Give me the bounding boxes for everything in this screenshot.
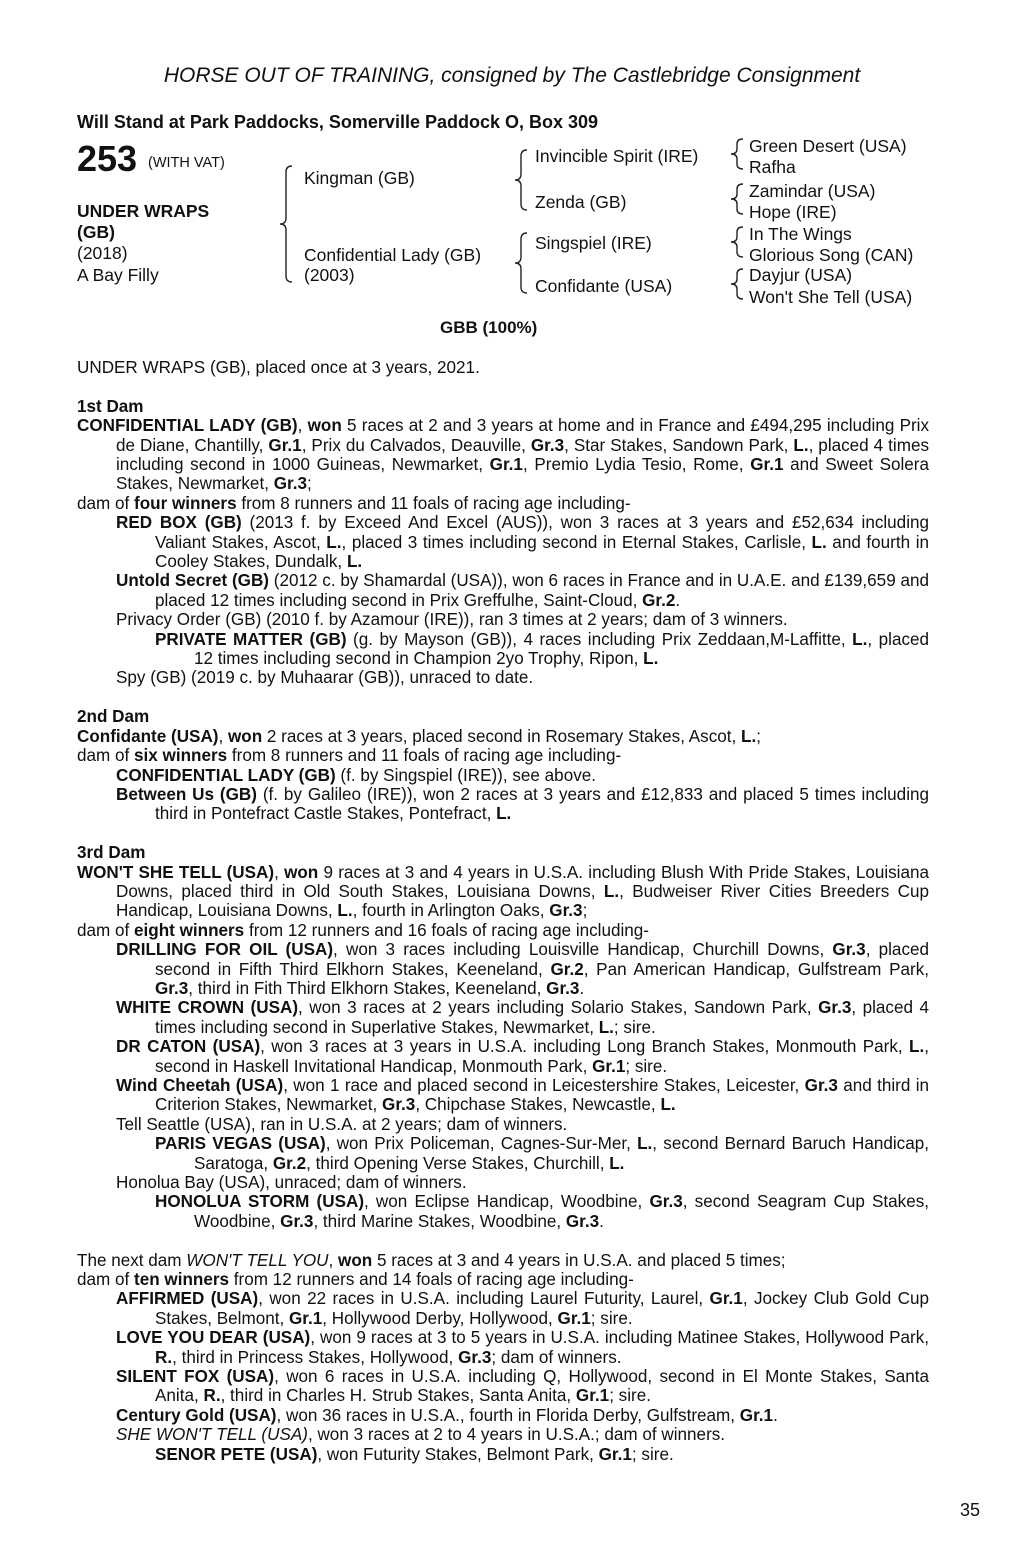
emphasis-text: Gr.3	[273, 474, 307, 494]
run-text: , won 3 races at 3 years in U.S.A. including Long Branch Stakes, Monmouth Park,	[260, 1037, 910, 1057]
run-text: , placed second in Fifth Third Elkhorn Stakes, Keeneland,	[155, 940, 929, 979]
dam1-produce-summary	[77, 494, 929, 513]
run-text: Tell Seattle (USA), ran in U.S.A. at 2 years; dam of winners.	[116, 1114, 568, 1134]
run-text: , won 22 races in U.S.A. including Laurel Futurity, Laurel,	[258, 1289, 710, 1309]
dam2-produce-summary	[77, 746, 929, 765]
emphasis-text: Gr.3	[804, 1075, 838, 1095]
dam1-heading: 1st Dam	[77, 396, 144, 416]
emphasis-text: Gr.1	[557, 1308, 591, 1328]
run-text: , won 9 races at 3 to 5 years in U.S.A. including Matinee Stakes, Hollywood Park,	[310, 1328, 929, 1348]
emphasis-text: L.	[609, 1153, 625, 1173]
emphasis-text: Century Gold (USA)	[116, 1405, 277, 1425]
bracket-dam	[515, 233, 527, 293]
emphasis-text: L.	[643, 649, 659, 669]
emphasis-text: PARIS VEGAS (USA)	[155, 1134, 326, 1154]
run-text: , won 6 races in U.S.A. including Q, Hollywood, second in El Monte Stakes, Santa Anita,	[155, 1367, 929, 1406]
emphasis-text: L.	[637, 1134, 653, 1154]
pedigree-sdd: Hope (IRE)	[749, 202, 837, 222]
horse-name: UNDER WRAPS	[77, 201, 210, 221]
emphasis-text: RED BOX (GB)	[116, 513, 242, 533]
emphasis-text: L.	[660, 1095, 676, 1115]
emphasis-text: L.	[337, 901, 353, 921]
pedigree-dds: Dayjur (USA)	[749, 265, 853, 285]
run-text: ; dam of winners.	[491, 1347, 622, 1367]
run-text: ,	[218, 726, 228, 746]
dam1-produce-item	[77, 668, 929, 687]
dam3-grandproduce-item	[77, 1192, 929, 1231]
emphasis-text: DR CATON (USA)	[116, 1037, 261, 1057]
emphasis-text: PRIVATE MATTER (GB)	[155, 629, 347, 649]
dam3-record	[77, 863, 929, 921]
run-text: from 8 runners and 11 foals of racing age including-	[227, 746, 622, 766]
run-text: , Pan American Handicap, Gulfstream Park,	[583, 959, 929, 979]
dam3-produce-item	[77, 1173, 929, 1192]
run-text: , won 1 race and placed second in Leicestershire Stakes, Leicester,	[283, 1075, 805, 1095]
run-text: , third in Princess Stakes, Hollywood,	[172, 1347, 459, 1367]
emphasis-text: Gr.3	[155, 978, 189, 998]
run-text: , placed 4 times including second in 1000 Guineas, Newmarket,	[116, 435, 929, 475]
run-text: ,	[297, 416, 308, 436]
emphasis-text: L.	[852, 629, 868, 649]
run-text: , Prix du Calvados, Deauville,	[301, 435, 531, 455]
run-text: 5 races at 3 and 4 years in U.S.A. and placed 5 times;	[372, 1250, 786, 1270]
pedigree-sire-sire: Invincible Spirit (IRE)	[535, 146, 699, 166]
run-text: , Budweiser River Cities Breeders Cup Handicap, Louisiana Downs,	[116, 881, 929, 921]
emphasis-text: Gr.3	[818, 998, 852, 1018]
emphasis-text: eight winners	[134, 920, 245, 940]
emphasis-text: Gr.3	[530, 435, 565, 455]
run-text: ,	[328, 1250, 339, 1270]
run-text: , second Bernard Baruch Handicap, Saratoga,	[194, 1134, 929, 1173]
run-text: (g. by Mayson (GB)), 4 races including Prix Zeddaan,M-Laffitte,	[346, 629, 853, 649]
emphasis-text: L.	[496, 804, 512, 824]
run-text: and fourth in Cooley Stakes, Dundalk,	[155, 532, 929, 572]
run-text: ; sire.	[631, 1444, 674, 1464]
emphasis-text: Gr.3	[549, 901, 583, 921]
dam1-produce-item	[77, 571, 929, 610]
run-text: dam of	[77, 746, 135, 766]
emphasis-text: CONFIDENTIAL LADY (GB)	[116, 765, 336, 785]
emphasis-text: L.	[346, 552, 363, 572]
dam3-produce-item	[77, 1076, 929, 1115]
run-text: ; sire.	[613, 1017, 656, 1037]
emphasis-text: Gr.2	[642, 590, 676, 610]
run-text: , third in Fith Third Elkhorn Stakes, Keeneland,	[188, 978, 547, 998]
emphasis-text: DRILLING FOR OIL (USA)	[116, 940, 334, 960]
emphasis-text: WHITE CROWN (USA)	[116, 998, 299, 1018]
emphasis-text: Untold Secret (GB)	[116, 571, 269, 591]
emphasis-text: Gr.1	[575, 1386, 610, 1406]
emphasis-text: L.	[741, 726, 757, 746]
stand-location: Will Stand at Park Paddocks, Somerville Paddock O, Box 309	[77, 112, 599, 132]
pedigree-dam-sire: Singspiel (IRE)	[535, 233, 652, 253]
dam2-produce-item	[77, 766, 929, 785]
emphasis-text: won	[307, 416, 342, 436]
run-text: ,	[274, 862, 285, 882]
dam3-produce-item	[77, 940, 929, 998]
run-text: from 8 runners and 11 foals of racing age including-	[236, 493, 631, 513]
emphasis-text: HONOLUA STORM (USA)	[155, 1192, 365, 1212]
page-header-title: HORSE OUT OF TRAINING, consigned by The Castlebridge Consignment	[163, 64, 861, 87]
run-text: 2 races at 3 years, placed second in Rosemary Stakes, Ascot,	[262, 726, 742, 746]
run-text: , won Prix Policeman, Cagnes-Sur-Mer,	[325, 1134, 638, 1154]
emphasis-text: Gr.2	[272, 1153, 307, 1173]
pedigree-ddd: Won't She Tell (USA)	[749, 287, 913, 307]
run-text: dam of	[77, 1270, 135, 1290]
emphasis-text: WON'T SHE TELL (USA)	[77, 862, 275, 882]
emphasis-text: L.	[598, 1017, 614, 1037]
emphasis-text: Gr.1	[268, 435, 302, 455]
dam3-produce-item	[77, 1037, 929, 1076]
dam3-produce-item	[77, 1115, 929, 1134]
run-text: , placed 12 times including second in Champion 2yo Trophy, Ripon,	[194, 629, 930, 669]
emphasis-text: Gr.3	[546, 978, 580, 998]
emphasis-text: R.	[155, 1347, 173, 1367]
dam3-produce-summary	[77, 921, 929, 940]
run-text: .	[675, 590, 681, 610]
run-text: , Star Stakes, Sandown Park,	[564, 435, 794, 455]
run-text: , won Futurity Stakes, Belmont Park,	[317, 1444, 599, 1464]
emphasis-text: Gr.3	[280, 1211, 314, 1231]
emphasis-text: won	[338, 1250, 373, 1270]
pedigree-sire-dam: Zenda (GB)	[535, 192, 627, 212]
dam2-record	[77, 727, 929, 746]
pedigree-sds: Zamindar (USA)	[749, 181, 876, 201]
run-text: ; sire.	[609, 1386, 651, 1406]
bracket-dd	[731, 269, 743, 299]
bracket-sire	[515, 150, 527, 210]
horse-summary: UNDER WRAPS (GB), placed once at 3 years, 2021.	[77, 358, 480, 377]
emphasis-text: Confidante (USA)	[77, 726, 219, 746]
run-text: (2012 c. by Shamardal (USA)), won 6 races in France and in U.A.E. and £139,659 and placed 12 times including second in Prix Greffulhe, Saint-Cloud,	[155, 571, 930, 610]
emphasis-text: four winners	[134, 493, 237, 513]
page-number: 35	[960, 1500, 981, 1520]
run-text: and third in Criterion Stakes, Newmarket,	[155, 1075, 930, 1115]
run-text: (2013 f. by Exceed And Excel (AUS)), won 3 races at 3 years and £52,634 including Valiant Stakes, Ascot,	[155, 513, 930, 552]
pedigree-dsd: Glorious Song (CAN)	[749, 245, 914, 265]
run-text: dam of	[77, 493, 135, 513]
next-dam-produce-item	[77, 1425, 929, 1444]
emphasis-text: R.	[203, 1386, 221, 1406]
run-text: , won 3 races at 2 years including Solario Stakes, Sandown Park,	[298, 998, 819, 1018]
next-dam-produce-item	[77, 1289, 929, 1328]
emphasis-text: L.	[603, 881, 620, 901]
run-text: .	[599, 1211, 604, 1231]
run-text: Spy (GB) (2019 c. by Muhaarar (GB)), unraced to date.	[116, 668, 534, 688]
pedigree-dam-year: (2003)	[304, 265, 355, 285]
run-text: , third Opening Verse Stakes, Churchill,	[306, 1153, 610, 1173]
next-dam-produce-item	[77, 1406, 929, 1425]
emphasis-text: won	[284, 862, 319, 882]
emphasis-text: Gr.1	[750, 455, 784, 475]
emphasis-text: Gr.1	[288, 1308, 323, 1328]
run-text: , won Eclipse Handicap, Woodbine,	[364, 1192, 650, 1212]
emphasis-text: Gr.1	[739, 1405, 774, 1425]
emphasis-text: SENOR PETE (USA)	[155, 1444, 318, 1464]
run-text: , third Marine Stakes, Woodbine,	[313, 1211, 566, 1231]
dam2-heading: 2nd Dam	[77, 707, 150, 727]
bracket-sd	[731, 184, 743, 214]
dam1-record	[77, 416, 929, 494]
run-text: (f. by Singspiel (IRE)), see above.	[335, 765, 596, 785]
run-text: , placed 4 times including second in Superlative Stakes, Newmarket,	[155, 998, 929, 1037]
pedigree-dss: In The Wings	[749, 224, 852, 244]
horse-year: (2018)	[77, 243, 128, 263]
lot-number: 253	[77, 138, 138, 179]
run-text: , won 3 races at 2 to 4 years in U.S.A.; dam of winners.	[307, 1425, 726, 1445]
bracket-ds	[731, 227, 743, 257]
italic-text: WON'T TELL YOU	[186, 1250, 329, 1270]
emphasis-text: AFFIRMED (USA)	[116, 1289, 259, 1309]
emphasis-text: Gr.3	[565, 1211, 600, 1231]
next-dam-produce-summary	[77, 1270, 929, 1289]
run-text: ;	[582, 901, 588, 921]
run-text: , Premio Lydia Tesio, Rome,	[522, 455, 751, 475]
run-text: from 12 runners and 14 foals of racing age including-	[229, 1270, 634, 1290]
run-text: , won 3 races including Louisville Handicap, Churchill Downs,	[333, 940, 833, 960]
emphasis-text: L.	[793, 435, 809, 455]
dam3-produce-item	[77, 998, 929, 1037]
run-text: 5 races at 2 and 3 years at home and in France and £494,295 including Prix de Diane, Chantilly,	[116, 416, 930, 455]
emphasis-text: Gr.3	[832, 940, 866, 960]
run-text: Privacy Order (GB) (2010 f. by Azamour (IRE)), ran 3 times at 2 years; dam of 3 winners.	[116, 610, 788, 630]
emphasis-text: L.	[811, 532, 827, 552]
dam1-produce-item	[77, 513, 929, 571]
next-dam-produce-item	[77, 1367, 929, 1406]
emphasis-text: L.	[909, 1037, 925, 1057]
emphasis-text: SILENT FOX (USA)	[116, 1367, 275, 1387]
horse-country: (GB)	[77, 222, 115, 242]
emphasis-text: Gr.3	[382, 1095, 416, 1115]
emphasis-text: won	[227, 726, 263, 746]
next-dam-grandproduce-item	[77, 1445, 929, 1464]
pedigree-dam: Confidential Lady (GB)	[304, 245, 482, 265]
emphasis-text: Gr.1	[598, 1444, 632, 1464]
emphasis-text: Gr.1	[592, 1056, 626, 1076]
pedigree-brackets	[0, 0, 1024, 330]
next-dam-record	[77, 1251, 929, 1270]
run-text: (f. by Galileo (IRE)), won 2 races at 3 years and £12,833 and placed 5 times including third in Pontefract Castle Stakes, Pontefract,	[155, 784, 930, 824]
next-dam-produce-item	[77, 1328, 929, 1367]
dam2-produce-item	[77, 785, 929, 824]
run-text: , Jockey Club Gold Cup Stakes, Belmont,	[155, 1289, 929, 1328]
emphasis-text: Gr.3	[649, 1192, 683, 1212]
run-text: dam of	[77, 920, 135, 940]
run-text: , Chipchase Stakes, Newcastle,	[415, 1095, 661, 1115]
run-text: ;	[756, 726, 761, 746]
dam1-grandproduce-item	[77, 630, 929, 669]
run-text: , Hollywood Derby, Hollywood,	[322, 1308, 558, 1328]
emphasis-text: Gr.1	[709, 1289, 743, 1309]
run-text: ; sire.	[590, 1308, 633, 1328]
emphasis-text: Gr.1	[489, 455, 523, 475]
run-text: , placed 3 times including second in Eternal Stakes, Carlisle,	[341, 532, 812, 552]
italic-text: SHE WON'T TELL (USA)	[116, 1425, 308, 1445]
emphasis-text: Gr.3	[458, 1347, 492, 1367]
emphasis-text: Gr.2	[550, 959, 584, 979]
lot-vat: (WITH VAT)	[148, 155, 225, 171]
dam3-grandproduce-item	[77, 1134, 929, 1173]
emphasis-text: CONFIDENTIAL LADY (GB)	[77, 416, 298, 436]
run-text: , fourth in Arlington Oaks,	[352, 901, 550, 921]
emphasis-text: Between Us (GB)	[116, 784, 257, 804]
run-text: and Sweet Solera Stakes, Newmarket,	[116, 455, 929, 494]
run-text: , won 36 races in U.S.A., fourth in Florida Derby, Gulfstream,	[276, 1405, 740, 1425]
run-text: , third in Charles H. Strub Stakes, Santa Anita,	[220, 1386, 576, 1406]
emphasis-text: LOVE YOU DEAR (USA)	[116, 1328, 311, 1348]
emphasis-text: six winners	[134, 746, 228, 766]
run-text: .	[579, 978, 585, 998]
catalogue-body	[77, 358, 929, 1464]
bracket-ss	[731, 139, 743, 169]
run-text: 9 races at 3 and 4 years in U.S.A. including Blush With Pride Stakes, Louisiana Downs, placed third in Old South Stakes, Louisiana Downs,	[116, 862, 929, 901]
run-text: Honolua Bay (USA), unraced; dam of winners.	[116, 1173, 467, 1193]
dam1-produce-item	[77, 610, 929, 629]
run-text: , second in Haskell Invitational Handicap, Monmouth Park,	[155, 1037, 929, 1076]
pedigree-dam-dam: Confidante (USA)	[535, 276, 673, 296]
run-text: from 12 runners and 16 foals of racing age including-	[244, 920, 649, 940]
run-text: The next dam	[77, 1250, 187, 1270]
emphasis-text: Wind Cheetah (USA)	[116, 1075, 284, 1095]
run-text: ; sire.	[625, 1056, 668, 1076]
pedigree-sss: Green Desert (USA)	[749, 136, 907, 156]
run-text: , second Seagram Cup Stakes, Woodbine,	[194, 1192, 930, 1231]
pedigree-sire: Kingman (GB)	[304, 168, 415, 188]
dam3-heading: 3rd Dam	[77, 843, 146, 863]
horse-description: A Bay Filly	[77, 265, 159, 285]
pedigree-ssd: Rafha	[749, 157, 796, 177]
run-text: ;	[306, 474, 312, 494]
gbb-rating: GBB (100%)	[440, 318, 538, 337]
bracket-gen1	[280, 166, 292, 282]
run-text: .	[773, 1405, 778, 1425]
emphasis-text: L.	[326, 532, 342, 552]
emphasis-text: ten winners	[134, 1270, 229, 1290]
